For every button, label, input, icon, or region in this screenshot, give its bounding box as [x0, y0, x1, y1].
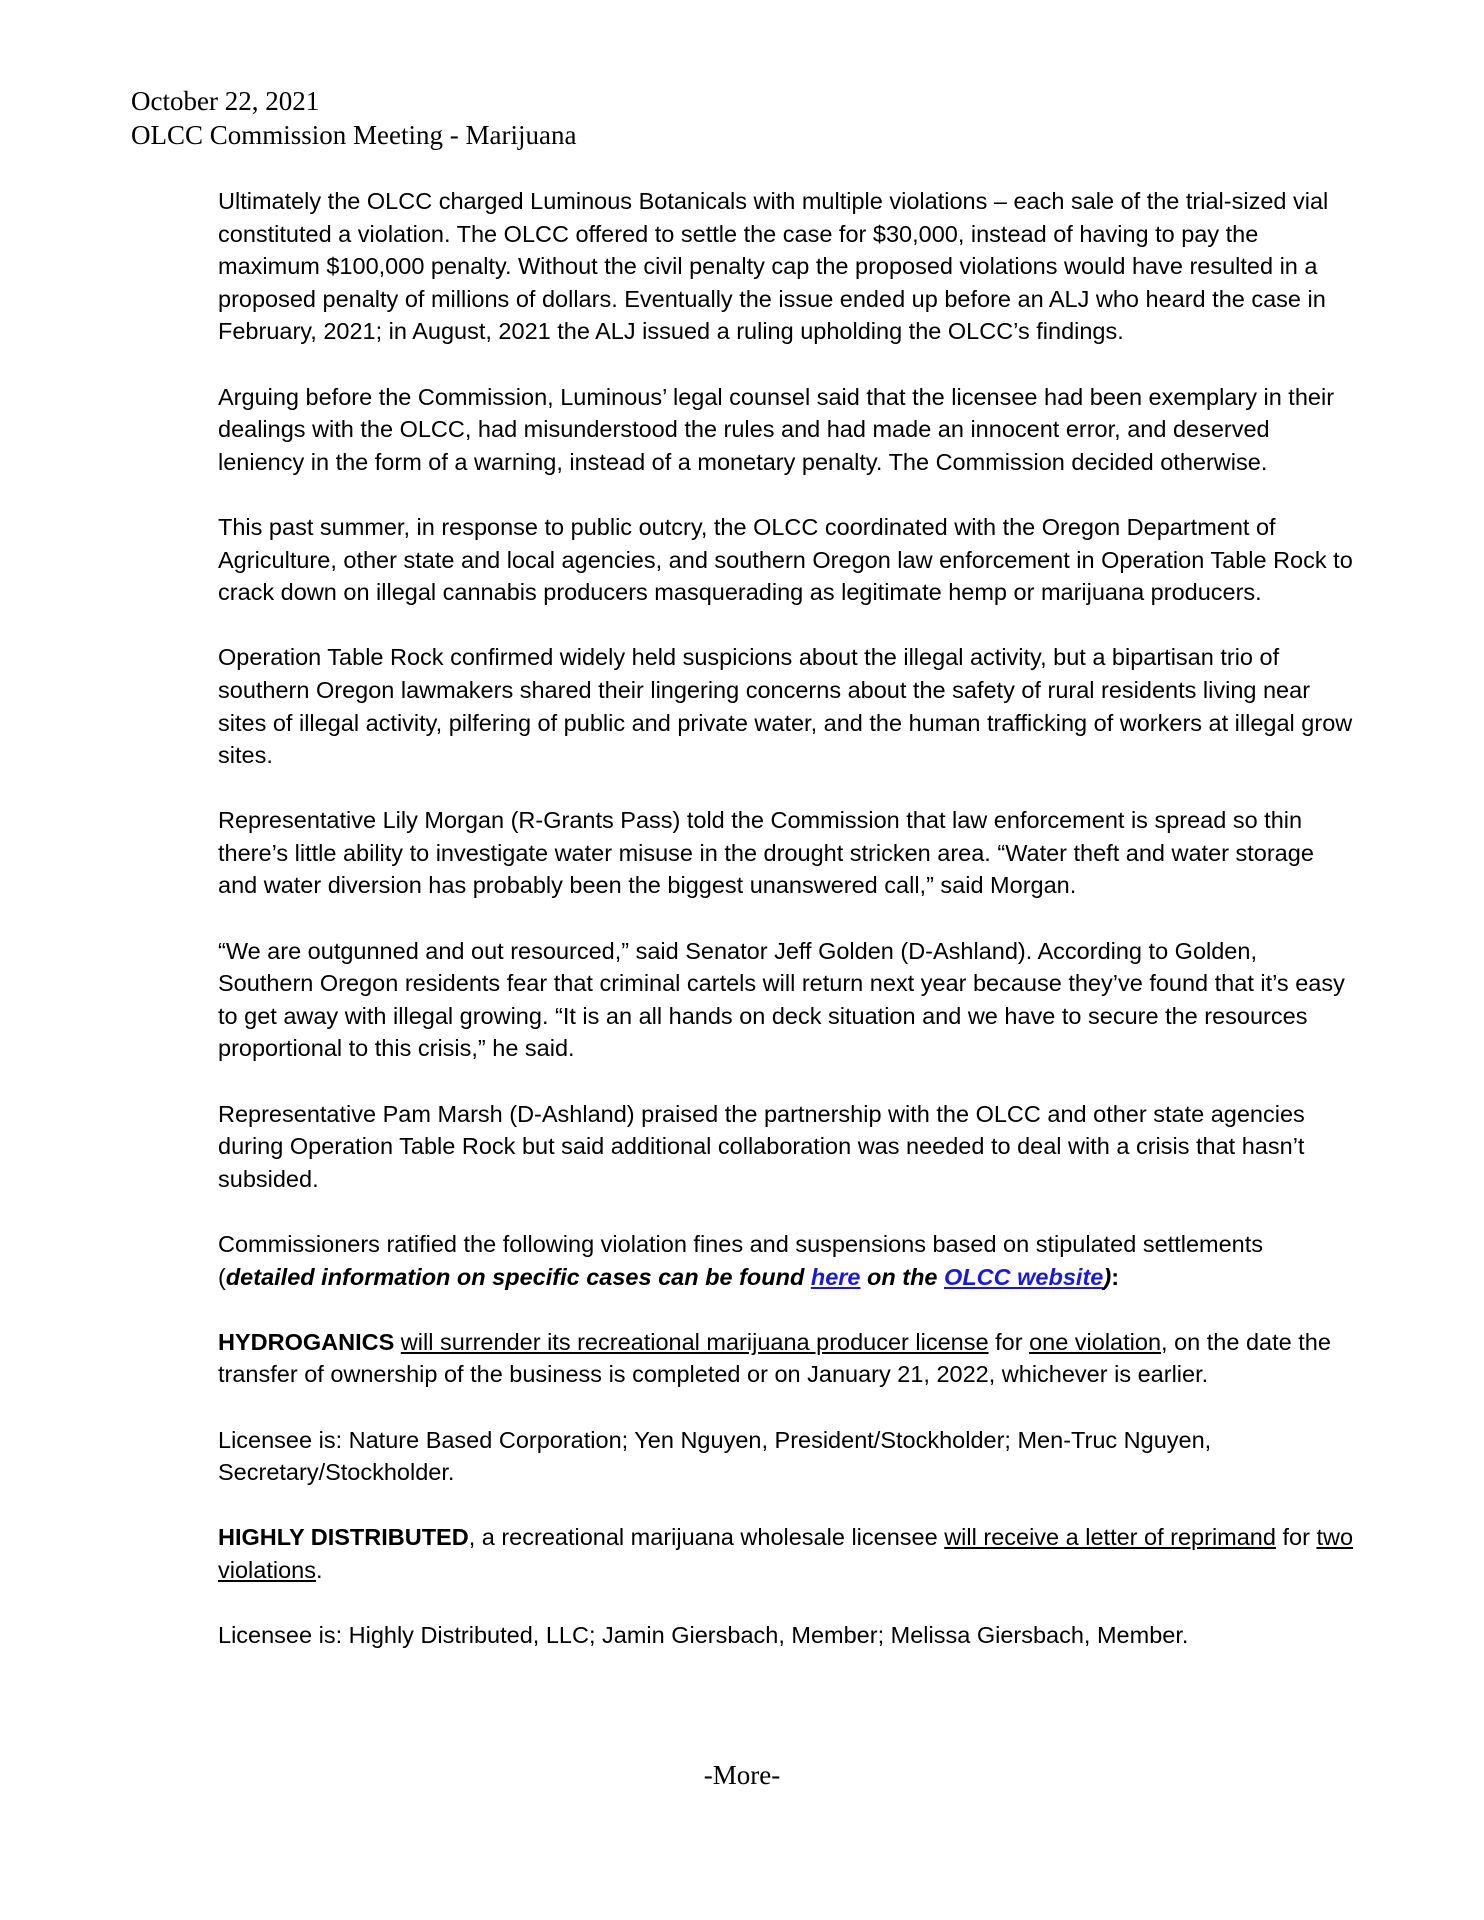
paragraph-lawmaker-concerns: Operation Table Rock confirmed widely held suspicions about the illegal activity, but a bipartisan trio of southern Oregon lawmakers shared their lingering concerns about the safety of rural residents living near sites of illegal activity, pilfering of public and private water, and the human trafficking of workers at illegal grow sites.	[218, 644, 1353, 769]
case-violations: two violations	[218, 1524, 1354, 1583]
ratified-intro-text: Commissioners ratified the following violation fines and suspensions based on stipulated settlements	[218, 1231, 1264, 1257]
case-highly-distributed	[218, 1521, 1358, 1586]
case-sanction: will surrender its recreational marijuana producer license	[400, 1328, 989, 1355]
paragraph-golden-quote: “We are outgunned and out resourced,” said Senator Jeff Golden (D-Ashland). According to Golden, Southern Oregon residents fear that criminal cartels will return next year because they’ve found that it’s easy to get away with illegal growing. “It is an all hands on deck situation and we have to secure the resources proportional to this crisis,” he said.	[218, 937, 1345, 1062]
open-paren: (	[218, 1263, 226, 1290]
header-meeting-title: OLCC Commission Meeting - Marijuana	[131, 120, 577, 150]
case-name: HIGHLY DISTRIBUTED	[218, 1524, 469, 1551]
case-rest: .	[315, 1556, 323, 1583]
paragraph-operation-table-rock: This past summer, in response to public outcry, the OLCC coordinated with the Oregon Department of Agriculture, other state and local agencies, and southern Oregon law enforcement in Operation Table Rock to crack down on illegal cannabis producers masquerading as legitimate hemp or marijuana producers.	[218, 513, 1353, 606]
paragraph-marsh-quote: Representative Pam Marsh (D-Ashland) praised the partnership with the OLCC and other state agencies during Operation Table Rock but said additional collaboration was needed to deal with a crisis that hasn’t subsided.	[218, 1100, 1305, 1192]
paragraph-morgan-quote: Representative Lily Morgan (R-Grants Pass) told the Commission that law enforcement is spread so thin there’s little ability to investigate water misuse in the drought stricken area. “Water theft and water storage and water diversion has probably been the biggest unanswered call,” said Morgan.	[218, 807, 1314, 899]
colon: :	[1111, 1263, 1120, 1290]
case-hydroganics-licensee: Licensee is: Nature Based Corporation; Yen Nguyen, President/Stockholder; Men-Truc Nguyen, Secretary/Stockholder.	[218, 1426, 1212, 1486]
paragraph-ratified-intro	[218, 1228, 1358, 1293]
on-the-text: on the	[867, 1263, 938, 1290]
olcc-website-link[interactable]: OLCC website	[944, 1263, 1104, 1290]
case-name: HYDROGANICS	[218, 1328, 395, 1355]
case-highly-distributed-licensee: Licensee is: Highly Distributed, LLC; Jamin Giersbach, Member; Melissa Giersbach, Member.	[218, 1622, 1189, 1649]
close-paren: )	[1103, 1263, 1112, 1290]
case-description: , a recreational marijuana wholesale licensee	[468, 1524, 938, 1551]
paragraph-luminous-argument: Arguing before the Commission, Luminous’ legal counsel said that the licensee had been exemplary in their dealings with the OLCC, had misunderstood the rules and had made an innocent error, and deserved leniency in the form of a warning, instead of a monetary penalty. The Commission decided otherwise.	[218, 383, 1335, 475]
header-date: October 22, 2021	[131, 86, 320, 116]
here-link[interactable]: here	[810, 1263, 861, 1290]
paragraph-luminous-charges: Ultimately the OLCC charged Luminous Botanicals with multiple violations – each sale of the trial-sized vial constituted a violation. The OLCC offered to settle the case for $30,000, instead of having to pay the maximum $100,000 penalty. Without the civil penalty cap the proposed violations would have resulted in a proposed penalty of millions of dollars. Eventually the issue ended up before an ALJ who heard the case in February, 2021; in August, 2021 the ALJ issued a ruling upholding the OLCC’s findings.	[218, 188, 1329, 345]
document-body	[218, 185, 1358, 1684]
case-violations: one violation	[1029, 1328, 1162, 1355]
more-footer: -More-	[703, 1760, 781, 1790]
case-sanction: will receive a letter of reprimand	[944, 1524, 1276, 1551]
case-for-text: for	[1282, 1524, 1310, 1551]
detail-text: detailed information on specific cases can be found	[225, 1263, 805, 1290]
case-hydroganics	[218, 1326, 1358, 1391]
page-header	[131, 84, 576, 152]
case-rest: , on the date the transfer of ownership of the business is completed or on January 21, 2022, whichever is earlier.	[218, 1328, 1331, 1388]
case-for-text: for	[995, 1328, 1023, 1355]
